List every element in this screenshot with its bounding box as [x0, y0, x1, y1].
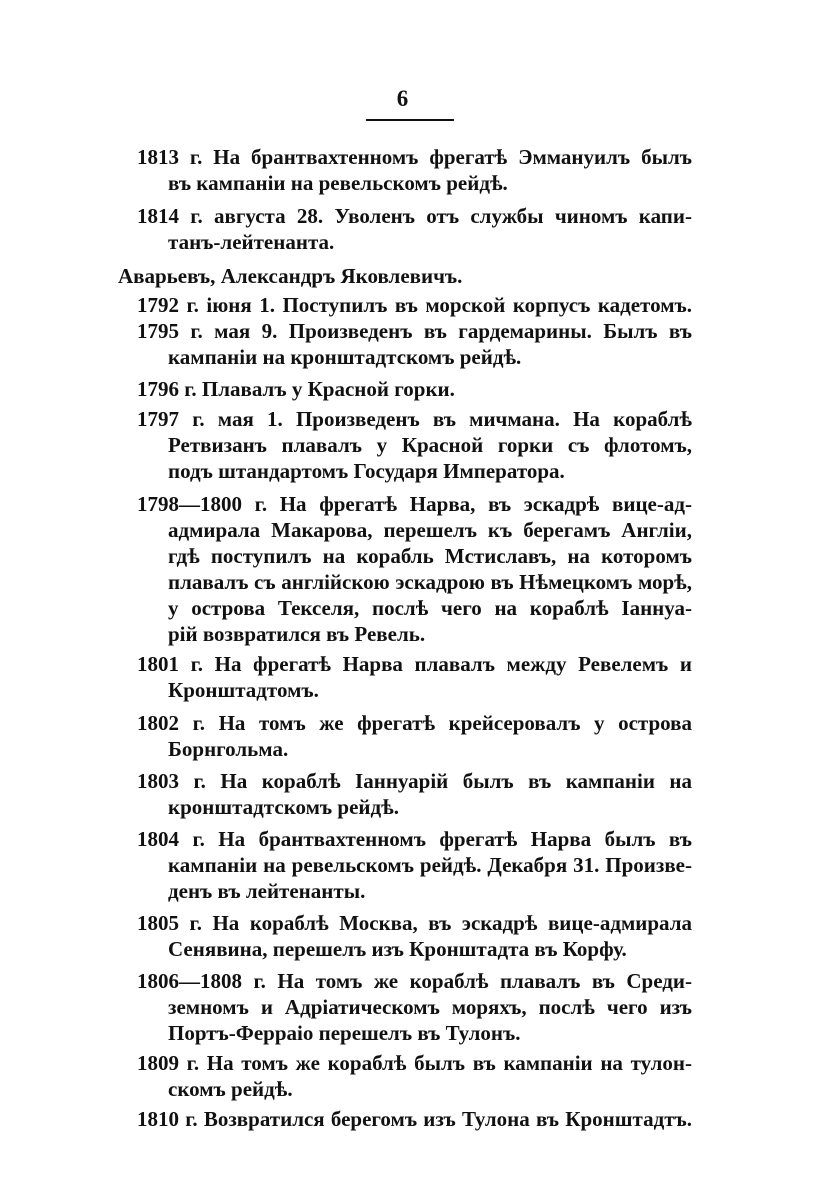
text-line: подъ штандартомъ Государя Императора. — [168, 459, 565, 483]
text-line: 1798—1800 г. На фрегатѣ Нарва, въ эскадрѣ вице-ад- — [137, 492, 692, 516]
text-line: 1797 г. мая 1. Произведенъ въ мичмана. На кораблѣ — [137, 407, 692, 431]
text-line: Борнгольма. — [168, 737, 289, 761]
text-line: земномъ и Адрiатическомъ моряхъ, послѣ чего изъ — [168, 995, 692, 1019]
header-rule — [366, 119, 454, 121]
text-line: Портъ-Ферраiо перешелъ въ Тулонъ. — [168, 1021, 521, 1045]
text-line: плавалъ съ англiйскою эскадрою въ Нѣмецкомъ морѣ, — [168, 570, 692, 594]
text-line: 1801 г. На фрегатѣ Нарва плавалъ между Ревелемъ и — [137, 652, 692, 676]
text-line: Кронштадтомъ. — [168, 678, 319, 702]
text-line: Ретвизанъ плавалъ у Красной горки съ флотомъ, — [168, 433, 692, 457]
text-line: 1810 г. Возвратился берегомъ изъ Тулона въ Кронштадтъ. — [137, 1107, 692, 1131]
text-line: гдѣ поступилъ на корабль Мстиславъ, на которомъ — [168, 544, 692, 568]
entry-heading — [118, 263, 462, 289]
text-line: кронштадтскомъ рейдѣ. — [168, 795, 399, 819]
text-line: 1802 г. На томъ же фрегатѣ крейсеровалъ у острова — [137, 711, 692, 735]
text-line: 1805 г. На кораблѣ Москва, въ эскадрѣ вице-адмирала — [137, 911, 692, 935]
text-line: адмирала Макарова, перешелъ къ берегамъ Англiи, — [168, 518, 692, 542]
text-line: 1814 г. августа 28. Уволенъ отъ службы чиномъ капи- — [137, 204, 692, 228]
text-line: танъ-лейтенанта. — [168, 230, 335, 254]
text-line: кампанiи на кронштадтскомъ рейдѣ. — [168, 345, 522, 369]
text-line: 1809 г. На томъ же кораблѣ былъ въ кампанiи на тулон- — [137, 1051, 692, 1075]
text-line: кампанiи на ревельскомъ рейдѣ. Декабря 31. Произве- — [168, 853, 692, 877]
text-line: 1813 г. На брантвахтенномъ фрегатѣ Эммануилъ былъ — [137, 145, 692, 169]
text-line: 1795 г. мая 9. Произведенъ въ гардемарины. Былъ въ — [137, 319, 692, 343]
page-number: 6 — [396, 86, 409, 111]
person-surname: Аварьевъ, — [118, 264, 216, 288]
person-name: Александръ Яковлевичъ. — [220, 264, 463, 288]
text-line: 1806—1808 г. На томъ же кораблѣ плавалъ въ Среди- — [137, 969, 692, 993]
text-line: Сенявина, перешелъ изъ Кронштадта въ Корфу. — [168, 937, 627, 961]
text-line: скомъ рейдѣ. — [168, 1077, 293, 1101]
text-line: рiй возвратился въ Ревель. — [168, 622, 426, 646]
text-line: въ кампанiи на ревельскомъ рейдѣ. — [168, 171, 508, 195]
text-line: 1796 г. Плавалъ у Красной горки. — [137, 377, 455, 401]
text-line: 1804 г. На брантвахтенномъ фрегатѣ Нарва былъ въ — [137, 827, 692, 851]
text-line: у острова Текселя, послѣ чего на кораблѣ Iаннуа- — [168, 596, 692, 620]
text-line: денъ въ лейтенанты. — [168, 879, 366, 903]
text-line: 1792 г. iюня 1. Поступилъ въ морской корпусъ кадетомъ. — [137, 293, 692, 317]
text-line: 1803 г. На кораблѣ Iаннуарiй былъ въ кампанiи на — [137, 769, 692, 793]
